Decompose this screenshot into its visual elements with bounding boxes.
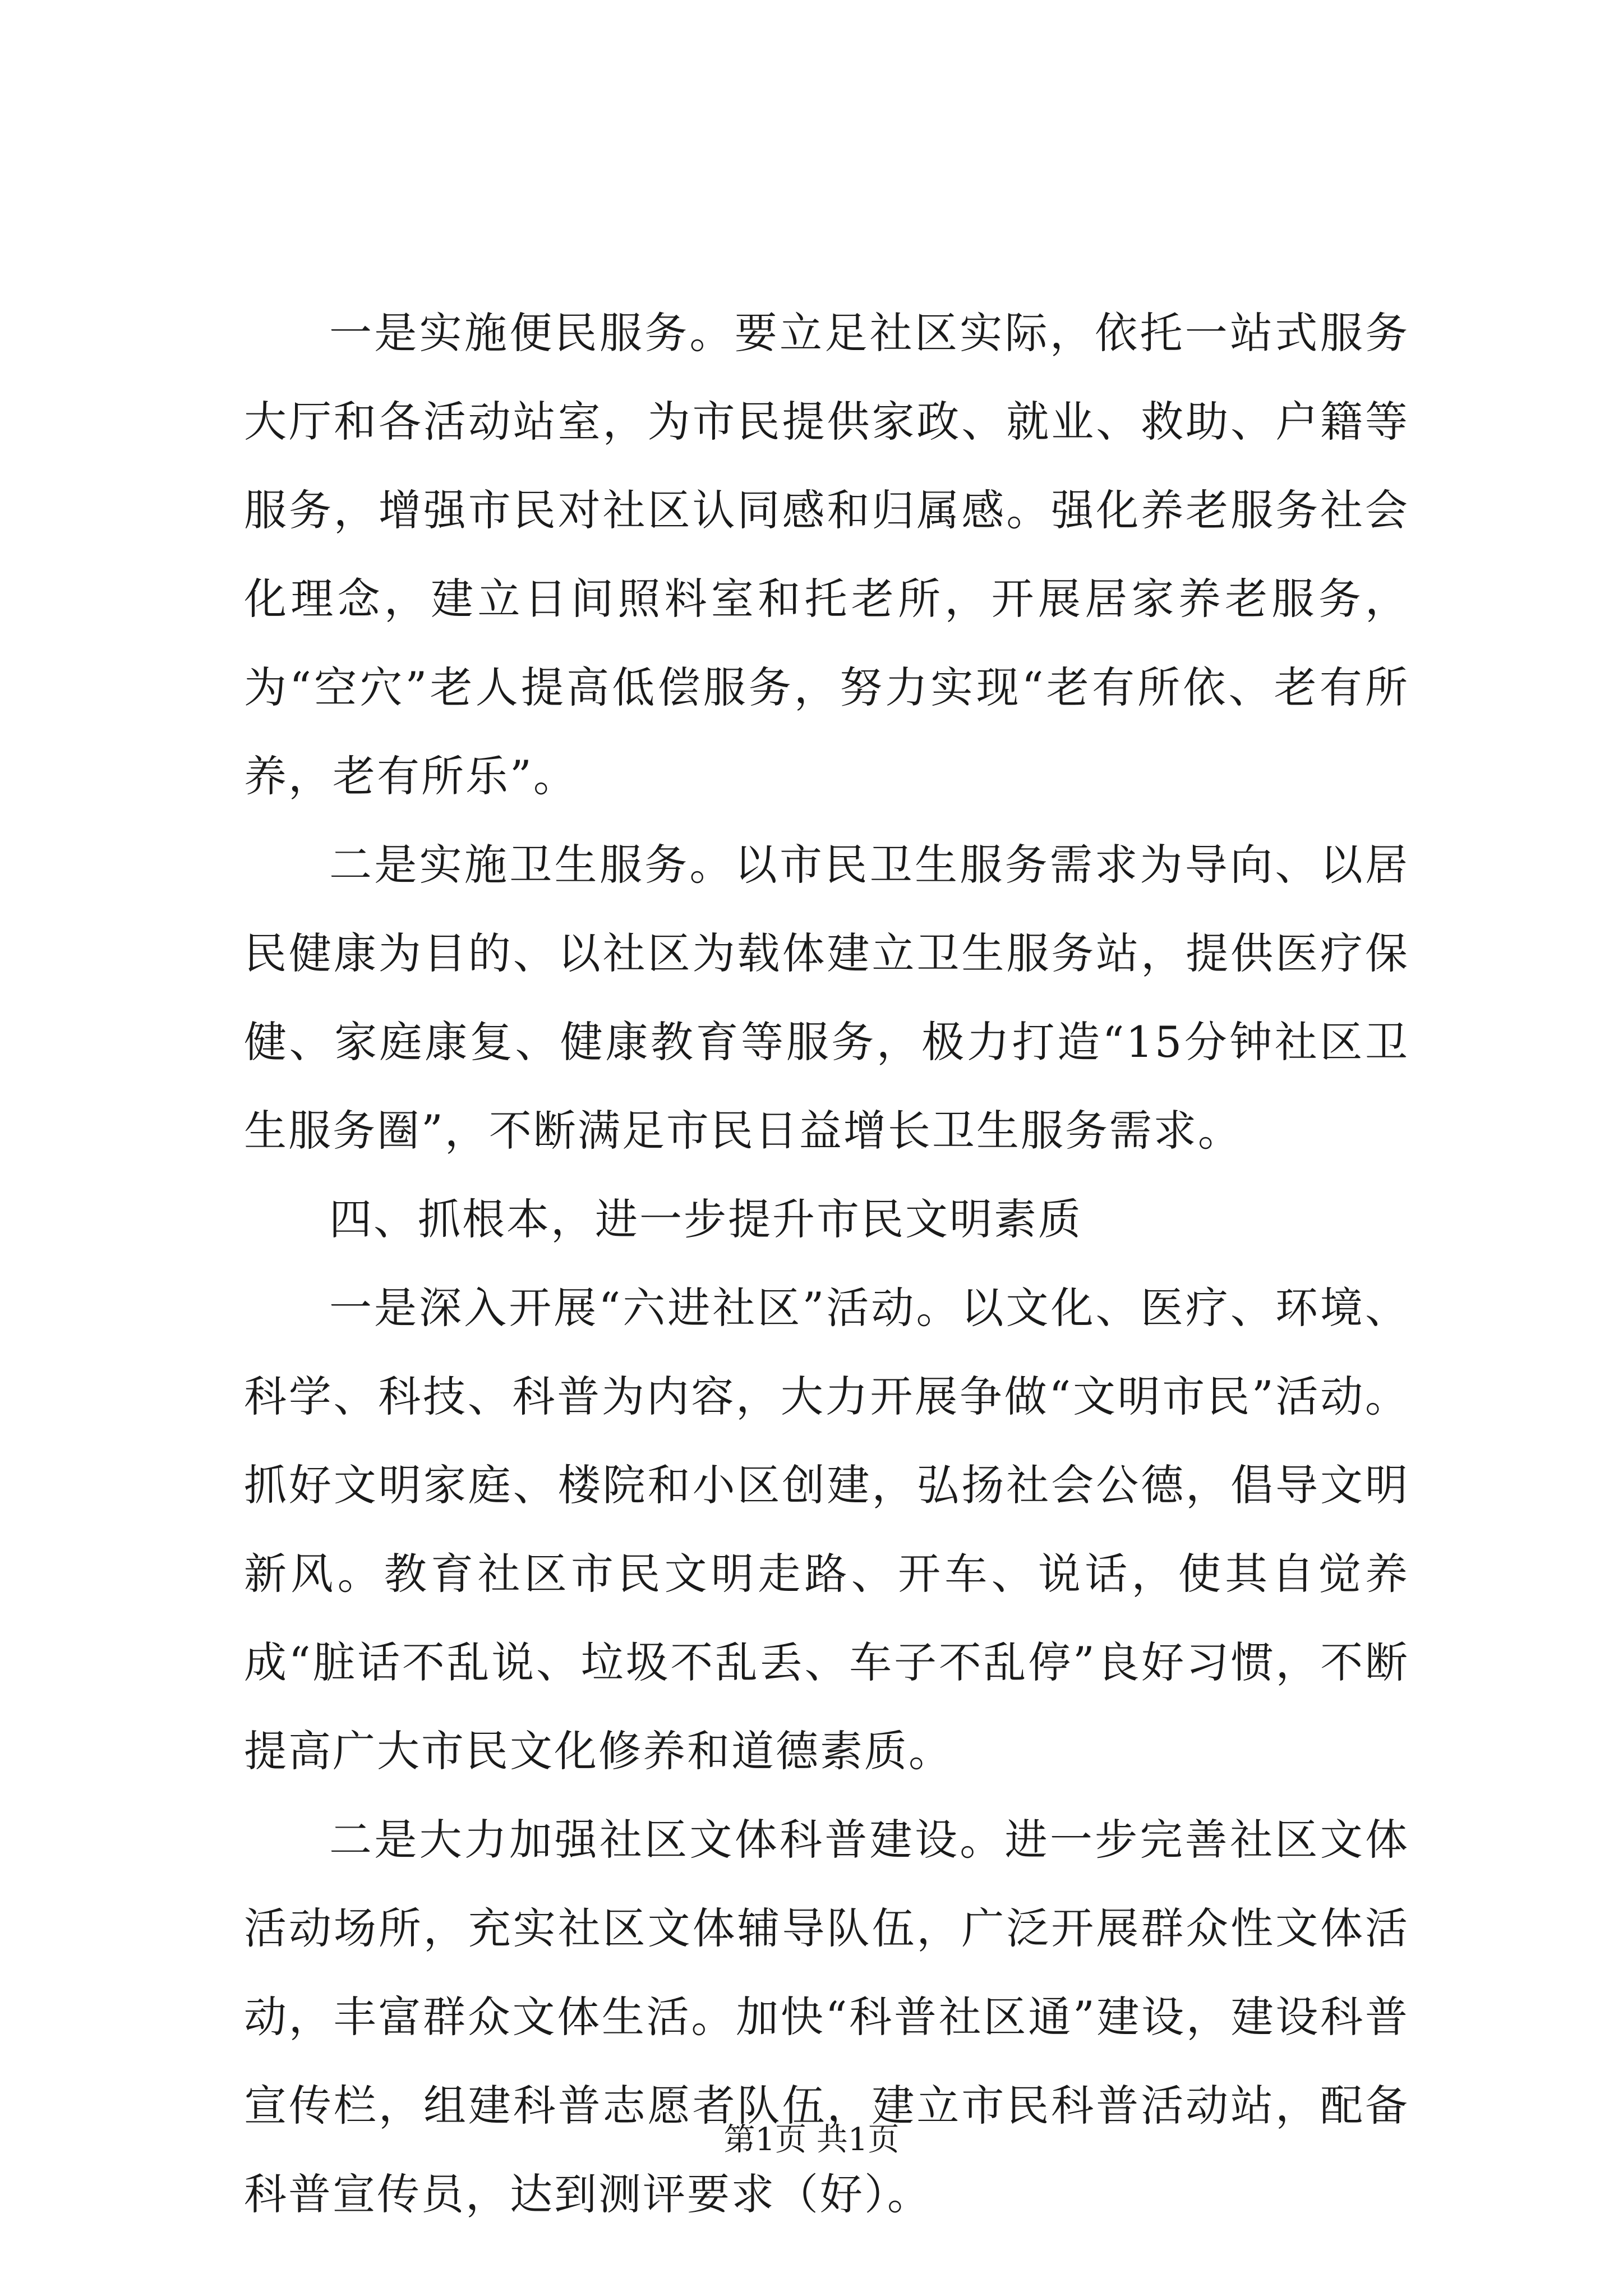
page-footer: 第1页 共1页	[723, 2122, 900, 2158]
document-body	[244, 289, 1409, 2239]
section-heading: 四、抓根本，进一步提升市民文明素质	[329, 1194, 1082, 1244]
paragraph-culture-science: 二是大力加强社区文体科普建设。进一步完善社区文体活动场所，充实社区文体辅导队伍，广泛开展群众性文体活动，丰富群众文体生活。加快“科普社区通”建设，建设科普宣传栏，组建科普志愿者队伍，建立市民科普活动站，配备科普宣传员，达到测评要求（好）。	[244, 1815, 1409, 2219]
paragraph-convenience-service: 一是实施便民服务。要立足社区实际，依托一站式服务大厅和各活动站室，为市民提供家政、就业、救助、户籍等服务，增强市民对社区认同感和归属感。强化养老服务社会化理念，建立日间照料室和托老所，开展居家养老服务，为“空穴”老人提高低偿服务，努力实现“老有所依、老有所养，老有所乐”。	[244, 308, 1409, 801]
paragraph-six-into-community: 一是深入开展“六进社区”活动。以文化、医疗、环境、科学、科技、科普为内容，大力开展争做“文明市民”活动。抓好文明家庭、楼院和小区创建，弘扬社会公德，倡导文明新风。教育社区市民文明走路、开车、说话，使其自觉养成“脏话不乱说、垃圾不乱丢、车子不乱停”良好习惯，不断提高广大市民文化修养和道德素质。	[244, 1283, 1409, 1776]
paragraph-health-service: 二是实施卫生服务。以市民卫生服务需求为导向、以居民健康为目的、以社区为载体建立卫生服务站，提供医疗保健、家庭康复、健康教育等服务，极力打造“15分钟社区卫生服务圈”，不断满足市民日益增长卫生服务需求。	[244, 840, 1409, 1156]
